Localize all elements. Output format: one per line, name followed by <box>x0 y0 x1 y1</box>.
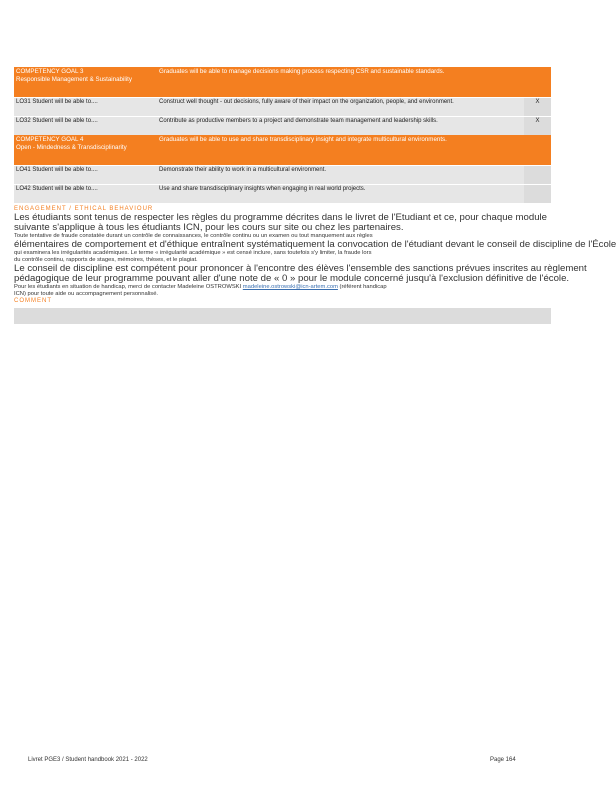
outcome-subject: Student will be able to.... <box>32 99 98 105</box>
competency-header <box>14 67 551 97</box>
competency-header <box>14 135 551 165</box>
learning-outcome-row <box>14 117 551 135</box>
handbook-page <box>14 67 616 324</box>
outcome-mark: X <box>524 117 551 135</box>
outcome-mark: X <box>524 98 551 116</box>
outcome-mark <box>524 166 551 184</box>
outcome-subject: Student will be able to.... <box>32 167 98 173</box>
footer-title: Livret PGE3 / Student handbook 2021 - 2022 <box>28 757 148 763</box>
outcome-code: LO41 <box>16 167 31 173</box>
engagement-line: Pour les étudiants en situation de handicap, merci de contacter Madeleine OSTROWSKI madeleine.ostrowski@icn-artem.com (référent handicap <box>14 284 387 290</box>
engagement-line: pédagogique de leur programme pouvant aller d'une note de « 0 » pour le module concerné jusqu'à l'exclusion définitive de l'école. <box>14 273 570 284</box>
competency-description: Graduates will be able to use and share transdisciplinary insight and integrate multicultural environments. <box>159 136 447 143</box>
competency-name: Open - Mindedness & Transdisciplinarity <box>16 143 127 151</box>
comment-heading: COMMENT <box>14 298 52 304</box>
outcome-code: LO32 <box>16 118 31 124</box>
competency-description: Graduates will be able to manage decisions making process respecting CSR and sustainable standards. <box>159 68 445 75</box>
engagement-line: Les étudiants sont tenus de respecter les règles du programme décrites dans le livret de l'Etudiant et ce, pour chaque module <box>14 212 547 223</box>
outcome-subject: Student will be able to.... <box>32 186 98 192</box>
engagement-line: suivante s'applique à tous les étudiants ICN, pour les cours sur site ou chez les partenaires. <box>14 222 404 233</box>
competency-name: Responsible Management & Sustainability <box>16 75 132 83</box>
outcome-code: LO42 <box>16 186 31 192</box>
engagement-line: du contrôle continu, rapports de stages, mémoires, thèses, et le plagiat. <box>14 257 198 263</box>
outcome-description: Demonstrate their ability to work in a multicultural environment. <box>157 166 524 184</box>
engagement-heading: ENGAGEMENT / ETHICAL BEHAVIOUR <box>14 206 154 212</box>
page-number: Page 164 <box>490 757 516 763</box>
learning-outcome-row <box>14 185 551 203</box>
outcome-code: LO31 <box>16 99 31 105</box>
learning-outcome-row <box>14 98 551 116</box>
engagement-line: ICN) pour toute aide ou accompagnement personnalisé. <box>14 291 159 297</box>
outcome-subject: Student will be able to.... <box>32 118 98 124</box>
outcome-description: Use and share transdisciplinary insights when engaging in real world projects. <box>157 185 524 203</box>
contact-email-link[interactable]: madeleine.ostrowski@icn-artem.com <box>242 284 338 290</box>
outcome-description: Construct well thought - out decisions, fully aware of their impact on the organization, people, and environment. <box>157 98 524 116</box>
page-footer <box>28 757 528 763</box>
comment-box <box>14 308 551 324</box>
outcome-mark <box>524 185 551 203</box>
outcome-description: Contribute as productive members to a project and demonstrate team management and leadership skills. <box>157 117 524 135</box>
competency-label: COMPETENCY GOAL 4 <box>16 136 84 143</box>
learning-outcome-row <box>14 166 551 184</box>
engagement-line: Toute tentative de fraude constatée durant un contrôle de connaissances, le contrôle continu ou un examen ou tout manquement aux règles <box>14 233 373 239</box>
engagement-line: qui examinera les irrégularités académiques. Le terme « irrégularité académique » est censé inclure, sans toutefois s'y limiter, la fraude lors <box>14 250 372 256</box>
engagement-line: Le conseil de discipline est compétent pour prononcer à l'encontre des élèves l'ensemble des sanctions prévues inscrites au règlement <box>14 263 587 274</box>
engagement-text <box>14 212 616 298</box>
competency-label: COMPETENCY GOAL 3 <box>16 68 84 75</box>
engagement-line: élémentaires de comportement et d'éthique entraînent systématiquement la convocation de l'étudiant devant le conseil de discipline de l'École <box>14 239 616 250</box>
